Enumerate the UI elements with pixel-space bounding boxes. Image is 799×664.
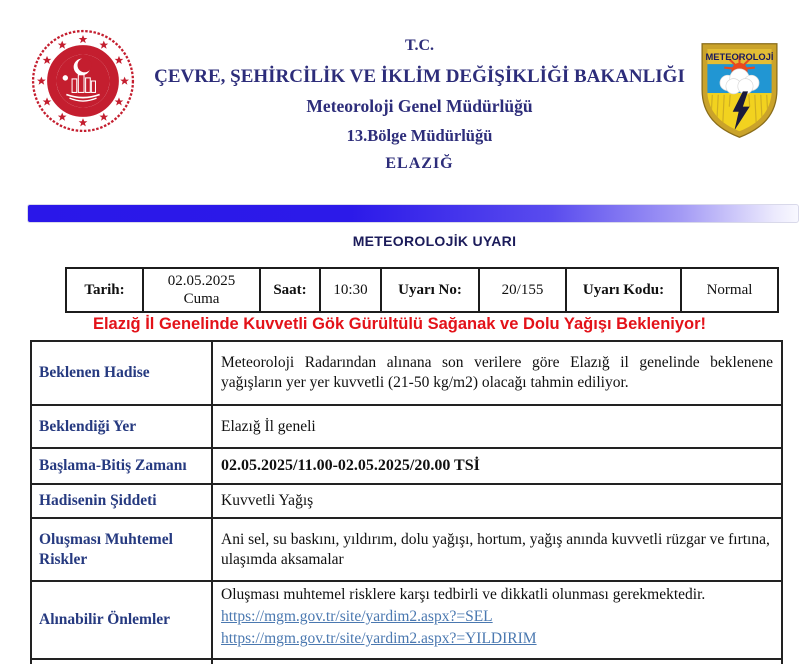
table-row	[31, 659, 782, 664]
row-label: Beklenen Hadise	[31, 341, 212, 405]
link-sel[interactable]: https://mgm.gov.tr/site/yardim2.aspx?=SEL	[221, 607, 493, 625]
row-value: Kuvvetli Yağış	[212, 484, 782, 518]
saat-label: Saat:	[260, 268, 320, 312]
tarih-value: 02.05.2025 Cuma	[143, 268, 260, 312]
uyari-kodu-label: Uyarı Kodu:	[566, 268, 681, 312]
section-title: METEOROLOJİK UYARI	[352, 233, 517, 249]
table-row	[31, 581, 782, 659]
row-label: Başlama-Bitiş Zamanı	[31, 448, 212, 484]
warning-detail-table	[30, 340, 783, 664]
header-tc: T.C.	[404, 37, 435, 54]
row-label: Alınabilir Önlemler	[31, 581, 212, 659]
table-row	[31, 405, 782, 448]
header-city: ELAZIĞ	[385, 155, 454, 172]
row-value: Ani sel, su baskını, yıldırım, dolu yağışı, hortum, yağış anında kuvvetli rüzgar ve fırtına, ulaşımda aksamalar	[212, 518, 782, 581]
header-region: 13.Bölge Müdürlüğü	[346, 125, 493, 145]
letterhead	[40, 38, 799, 172]
table-row	[31, 341, 782, 405]
row-value	[212, 659, 782, 664]
measures-text: Oluşması muhtemel risklere karşı tedbirli ve dikkatli olunması gerekmektedir.	[221, 586, 706, 603]
row-label: Beklendiği Yer	[31, 405, 212, 448]
saat-value: 10:30	[320, 268, 381, 312]
header-directorate: Meteoroloji Genel Müdürlüğü	[306, 96, 533, 116]
table-row	[66, 268, 778, 312]
header-ministry: ÇEVRE, ŞEHİRCİLİK VE İKLİM DEĞİŞİKLİĞİ BAKANLIĞI	[154, 66, 685, 87]
uyari-no-label: Uyarı No:	[381, 268, 479, 312]
tarih-label: Tarih:	[66, 268, 143, 312]
row-label	[31, 659, 212, 664]
divider-bar	[27, 204, 799, 223]
link-yildirim[interactable]: https://mgm.gov.tr/site/yardim2.aspx?=YILDIRIM	[221, 630, 537, 648]
warning-headline: Elazığ İl Genelinde Kuvvetli Gök Gürültülü Sağanak ve Dolu Yağışı Bekleniyor!	[92, 315, 707, 333]
shield-label: METEOROLOJİ	[705, 51, 774, 62]
warning-detail-table-wrap	[30, 340, 783, 664]
row-value	[212, 581, 782, 659]
row-value: Meteoroloji Radarından alınana son verilere göre Elazığ il genelinde beklenene yağışların yer yer kuvvetli (21-50 kg/m2) olacağı tahmin ediliyor.	[212, 341, 782, 405]
row-label: Hadisenin Şiddeti	[31, 484, 212, 518]
uyari-kodu-value: Normal	[681, 268, 778, 312]
table-row	[31, 448, 782, 484]
table-row	[31, 484, 782, 518]
row-value: 02.05.2025/11.00-02.05.2025/20.00 TSİ	[212, 448, 782, 484]
uyari-no-value: 20/155	[479, 268, 566, 312]
table-row	[31, 518, 782, 581]
warning-info-table	[65, 267, 779, 313]
row-label: Oluşması Muhtemel Riskler	[31, 518, 212, 581]
row-value: Elazığ İl geneli	[212, 405, 782, 448]
